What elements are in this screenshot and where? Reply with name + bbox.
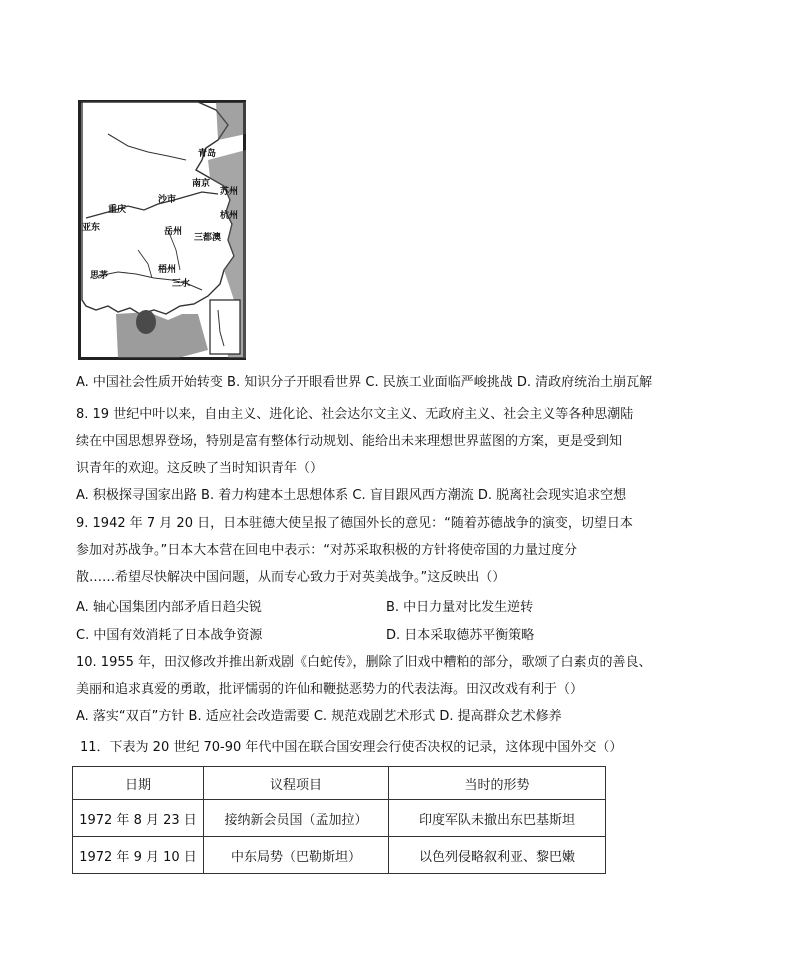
map-label-sanduao: 三都澳 <box>194 233 222 243</box>
map-label-hangzhou: 杭州 <box>220 211 239 221</box>
q9-stem-line2: 参加对苏战争。”日本大本营在回电中表示：“对苏采取积极的方针将使帝国的力量过度分 <box>76 543 577 558</box>
q11-veto-table <box>72 766 606 874</box>
table-header-situation: 当时的形势 <box>389 767 606 800</box>
q8-stem-line3: 识青年的欢迎。这反映了当时知识青年（） <box>76 461 324 476</box>
q7-options: A. 中国社会性质开始转变 B. 知识分子开眼看世界 C. 民族工业面临严峻挑战 D. 清政府统治土崩瓦解 <box>76 375 653 390</box>
q9-stem-line3: 散……希望尽快解决中国问题，从而专心致力于对英美战争。”这反映出（） <box>76 570 506 585</box>
q10-options: A. 落实“双百”方针 B. 适应社会改造需要 C. 规范戏剧艺术形式 D. 提高群众艺术修养 <box>76 709 562 724</box>
table-cell-agenda: 中东局势（巴勒斯坦） <box>204 837 389 874</box>
table-header-row <box>73 767 606 800</box>
q8-stem-line1: 8. 19 世纪中叶以来，自由主义、进化论、社会达尔文主义、无政府主义、社会主义等各种思潮陆 <box>76 407 634 422</box>
map-label-yadong: 亚东 <box>82 223 101 233</box>
map-label-yuezhou: 岳州 <box>164 227 183 237</box>
table-cell-date: 1972 年 8 月 23 日 <box>73 800 204 837</box>
q9-option-d: D. 日本采取德苏平衡策略 <box>386 628 535 643</box>
q8-stem-line2: 续在中国思想界登场，特别是富有整体行动规划、能给出未来理想世界蓝图的方案，更是受到知 <box>76 434 623 449</box>
map-label-wuzhou: 梧州 <box>158 265 177 275</box>
table-cell-situation: 以色列侵略叙利亚、黎巴嫩 <box>389 837 606 874</box>
table-cell-date: 1972 年 9 月 10 日 <box>73 837 204 874</box>
q8-options: A. 积极探寻国家出路 B. 着力构建本土思想体系 C. 盲目跟风西方潮流 D. 脱离社会现实追求空想 <box>76 488 627 503</box>
table-header-agenda: 议程项目 <box>204 767 389 800</box>
q9-option-a: A. 轴心国集团内部矛盾日趋尖锐 <box>76 600 262 615</box>
mainland-outline <box>82 102 234 314</box>
q10-stem-line2: 美丽和追求真爱的勇敢，批评懦弱的许仙和鞭挞恶势力的代表法海。田汉改戏有利于（） <box>76 682 584 697</box>
map-label-qingdao: 青岛 <box>198 149 217 159</box>
table-header-date: 日期 <box>73 767 204 800</box>
china-coast-map <box>78 100 246 360</box>
map-label-simao: 思茅 <box>90 271 109 281</box>
map-label-sanshui: 三水 <box>172 279 191 289</box>
map-label-nanjing: 南京 <box>192 179 211 189</box>
inset-map <box>210 300 240 354</box>
q9-option-b: B. 中日力量对比发生逆转 <box>386 600 534 615</box>
table-cell-situation: 印度军队未撤出东巴基斯坦 <box>389 800 606 837</box>
table-row <box>73 800 606 837</box>
korea-peninsula <box>216 102 246 140</box>
q11-stem: 11．下表为 20 世纪 70-90 年代中国在联合国安理会行使否决权的记录，这体现中国外交（） <box>80 740 623 755</box>
south-sea-area <box>116 312 208 358</box>
table-row <box>73 837 606 874</box>
map-label-shashi: 沙市 <box>158 195 177 205</box>
map-label-suzhou: 苏州 <box>220 187 239 197</box>
q9-stem-line1: 9. 1942 年 7 月 20 日，日本驻德大使呈报了德国外长的意见：“随着苏德战争的演变，切望日本 <box>76 516 633 531</box>
q10-stem-line1: 10. 1955 年，田汉修改并推出新戏剧《白蛇传》，删除了旧戏中糟粕的部分，歌颂了白素贞的善良、 <box>76 655 652 670</box>
map-label-chongqing: 重庆 <box>108 205 127 215</box>
hainan-island <box>136 310 156 334</box>
q9-option-c: C. 中国有效消耗了日本战争资源 <box>76 628 263 643</box>
table-cell-agenda: 接纳新会员国（孟加拉） <box>204 800 389 837</box>
